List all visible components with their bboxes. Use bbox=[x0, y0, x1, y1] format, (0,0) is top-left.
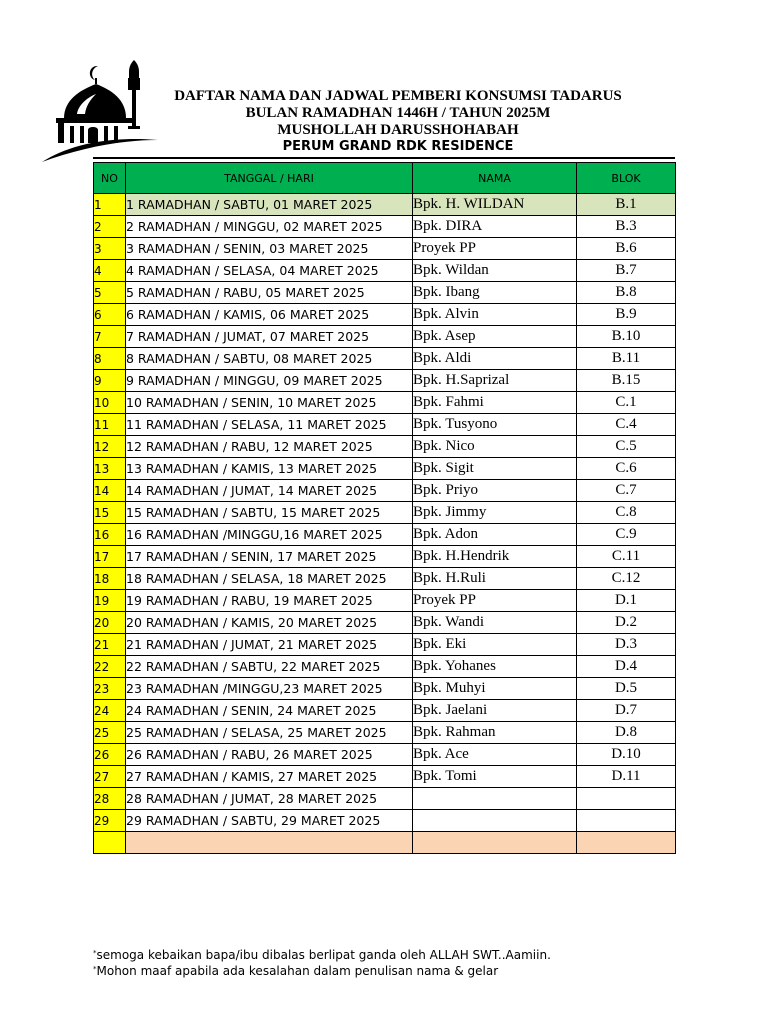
footnote-apology-text: Mohon maaf apabila ada kesalahan dalam penulisan nama & gelar bbox=[96, 964, 499, 978]
cell-blok: C.6 bbox=[577, 458, 676, 480]
cell-tanggal: 24 RAMADHAN / SENIN, 24 MARET 2025 bbox=[126, 700, 413, 722]
cell-no: 14 bbox=[94, 480, 126, 502]
cell-nama: Bpk. Tomi bbox=[413, 766, 577, 788]
cell-blok: C.7 bbox=[577, 480, 676, 502]
table-row bbox=[94, 722, 676, 744]
table-row bbox=[94, 810, 676, 832]
cell-tanggal: 5 RAMADHAN / RABU, 05 MARET 2025 bbox=[126, 282, 413, 304]
cell-no bbox=[94, 832, 126, 854]
cell-no: 26 bbox=[94, 744, 126, 766]
cell-blok: C.9 bbox=[577, 524, 676, 546]
cell-no: 17 bbox=[94, 546, 126, 568]
cell-no: 10 bbox=[94, 392, 126, 414]
table-row bbox=[94, 370, 676, 392]
cell-blok: C.5 bbox=[577, 436, 676, 458]
footnote-prayer bbox=[93, 948, 551, 962]
document-subtitle-location: PERUM GRAND RDK RESIDENCE bbox=[282, 139, 514, 154]
table-header-row bbox=[94, 163, 676, 194]
cell-no: 3 bbox=[94, 238, 126, 260]
cell-no: 16 bbox=[94, 524, 126, 546]
cell-tanggal: 7 RAMADHAN / JUMAT, 07 MARET 2025 bbox=[126, 326, 413, 348]
table-row bbox=[94, 568, 676, 590]
cell-nama: Bpk. H.Hendrik bbox=[413, 546, 577, 568]
cell-tanggal: 19 RAMADHAN / RABU, 19 MARET 2025 bbox=[126, 590, 413, 612]
cell-blok: B.1 bbox=[577, 194, 676, 216]
column-header-blok: BLOK bbox=[577, 163, 676, 194]
cell-tanggal: 22 RAMADHAN / SABTU, 22 MARET 2025 bbox=[126, 656, 413, 678]
cell-no: 28 bbox=[94, 788, 126, 810]
cell-tanggal: 11 RAMADHAN / SELASA, 11 MARET 2025 bbox=[126, 414, 413, 436]
cell-no: 18 bbox=[94, 568, 126, 590]
cell-nama: Bpk. H.Saprizal bbox=[413, 370, 577, 392]
cell-no: 12 bbox=[94, 436, 126, 458]
cell-nama: Bpk. Sigit bbox=[413, 458, 577, 480]
cell-nama: Bpk. Aldi bbox=[413, 348, 577, 370]
cell-blok: D.2 bbox=[577, 612, 676, 634]
cell-tanggal: 23 RAMADHAN /MINGGU,23 MARET 2025 bbox=[126, 678, 413, 700]
footnote-prayer-text: semoga kebaikan bapa/ibu dibalas berlipat ganda oleh ALLAH SWT..Aamiin. bbox=[96, 948, 551, 962]
cell-blok bbox=[577, 788, 676, 810]
cell-tanggal: 27 RAMADHAN / KAMIS, 27 MARET 2025 bbox=[126, 766, 413, 788]
table-row bbox=[94, 238, 676, 260]
table-row bbox=[94, 590, 676, 612]
cell-no: 15 bbox=[94, 502, 126, 524]
cell-blok: D.5 bbox=[577, 678, 676, 700]
cell-nama: Bpk. Adon bbox=[413, 524, 577, 546]
table-row bbox=[94, 458, 676, 480]
cell-nama: Bpk. Rahman bbox=[413, 722, 577, 744]
table-row bbox=[94, 700, 676, 722]
document-subtitle-mosque: MUSHOLLAH DARUSSHOHABAH bbox=[277, 122, 519, 138]
cell-tanggal: 17 RAMADHAN / SENIN, 17 MARET 2025 bbox=[126, 546, 413, 568]
table-row bbox=[94, 832, 676, 854]
table-row bbox=[94, 634, 676, 656]
cell-blok: B.15 bbox=[577, 370, 676, 392]
cell-tanggal: 12 RAMADHAN / RABU, 12 MARET 2025 bbox=[126, 436, 413, 458]
cell-blok: D.4 bbox=[577, 656, 676, 678]
cell-tanggal: 29 RAMADHAN / SABTU, 29 MARET 2025 bbox=[126, 810, 413, 832]
cell-nama: Bpk. DIRA bbox=[413, 216, 577, 238]
cell-no: 20 bbox=[94, 612, 126, 634]
cell-tanggal: 1 RAMADHAN / SABTU, 01 MARET 2025 bbox=[126, 194, 413, 216]
table-row bbox=[94, 788, 676, 810]
table-row bbox=[94, 348, 676, 370]
cell-no: 6 bbox=[94, 304, 126, 326]
cell-blok: B.3 bbox=[577, 216, 676, 238]
cell-tanggal: 9 RAMADHAN / MINGGU, 09 MARET 2025 bbox=[126, 370, 413, 392]
cell-nama: Bpk. H.Ruli bbox=[413, 568, 577, 590]
cell-blok: D.7 bbox=[577, 700, 676, 722]
cell-nama bbox=[413, 832, 577, 854]
cell-blok: C.1 bbox=[577, 392, 676, 414]
cell-tanggal: 21 RAMADHAN / JUMAT, 21 MARET 2025 bbox=[126, 634, 413, 656]
cell-no: 2 bbox=[94, 216, 126, 238]
cell-nama: Bpk. Wildan bbox=[413, 260, 577, 282]
table-row bbox=[94, 546, 676, 568]
column-header-tanggal: TANGGAL / HARI bbox=[126, 163, 413, 194]
cell-tanggal: 4 RAMADHAN / SELASA, 04 MARET 2025 bbox=[126, 260, 413, 282]
header-divider bbox=[93, 157, 675, 159]
cell-blok: D.1 bbox=[577, 590, 676, 612]
cell-nama: Bpk. Fahmi bbox=[413, 392, 577, 414]
cell-blok: D.3 bbox=[577, 634, 676, 656]
cell-blok: D.11 bbox=[577, 766, 676, 788]
footnote-marker: * bbox=[93, 949, 97, 957]
cell-blok: C.8 bbox=[577, 502, 676, 524]
column-header-no: NO bbox=[94, 163, 126, 194]
cell-tanggal: 25 RAMADHAN / SELASA, 25 MARET 2025 bbox=[126, 722, 413, 744]
cell-nama: Bpk. H. WILDAN bbox=[413, 194, 577, 216]
cell-tanggal: 13 RAMADHAN / KAMIS, 13 MARET 2025 bbox=[126, 458, 413, 480]
cell-blok: B.7 bbox=[577, 260, 676, 282]
cell-blok: C.11 bbox=[577, 546, 676, 568]
column-header-nama: NAMA bbox=[413, 163, 577, 194]
cell-nama: Proyek PP bbox=[413, 238, 577, 260]
cell-no: 24 bbox=[94, 700, 126, 722]
footnote-apology bbox=[93, 964, 498, 978]
cell-blok: B.10 bbox=[577, 326, 676, 348]
document-subtitle-period: BULAN RAMADHAN 1446H / TAHUN 2025M bbox=[245, 105, 551, 121]
table-row bbox=[94, 260, 676, 282]
table-row bbox=[94, 744, 676, 766]
table-row bbox=[94, 678, 676, 700]
cell-nama: Bpk. Ace bbox=[413, 744, 577, 766]
cell-no: 13 bbox=[94, 458, 126, 480]
cell-nama: Bpk. Yohanes bbox=[413, 656, 577, 678]
cell-nama: Bpk. Jaelani bbox=[413, 700, 577, 722]
cell-tanggal: 2 RAMADHAN / MINGGU, 02 MARET 2025 bbox=[126, 216, 413, 238]
cell-blok: B.8 bbox=[577, 282, 676, 304]
cell-tanggal: 20 RAMADHAN / KAMIS, 20 MARET 2025 bbox=[126, 612, 413, 634]
cell-tanggal: 16 RAMADHAN /MINGGU,16 MARET 2025 bbox=[126, 524, 413, 546]
cell-tanggal: 28 RAMADHAN / JUMAT, 28 MARET 2025 bbox=[126, 788, 413, 810]
table-row bbox=[94, 766, 676, 788]
cell-no: 22 bbox=[94, 656, 126, 678]
cell-nama: Bpk. Nico bbox=[413, 436, 577, 458]
cell-no: 27 bbox=[94, 766, 126, 788]
cell-blok: B.6 bbox=[577, 238, 676, 260]
cell-nama: Proyek PP bbox=[413, 590, 577, 612]
cell-tanggal: 10 RAMADHAN / SENIN, 10 MARET 2025 bbox=[126, 392, 413, 414]
cell-tanggal: 15 RAMADHAN / SABTU, 15 MARET 2025 bbox=[126, 502, 413, 524]
table-row bbox=[94, 194, 676, 216]
cell-no: 5 bbox=[94, 282, 126, 304]
cell-tanggal: 3 RAMADHAN / SENIN, 03 MARET 2025 bbox=[126, 238, 413, 260]
cell-nama: Bpk. Tusyono bbox=[413, 414, 577, 436]
cell-blok: B.11 bbox=[577, 348, 676, 370]
table-row bbox=[94, 304, 676, 326]
table-row bbox=[94, 282, 676, 304]
cell-no: 8 bbox=[94, 348, 126, 370]
cell-blok bbox=[577, 832, 676, 854]
cell-nama: Bpk. Asep bbox=[413, 326, 577, 348]
cell-tanggal: 26 RAMADHAN / RABU, 26 MARET 2025 bbox=[126, 744, 413, 766]
cell-tanggal: 14 RAMADHAN / JUMAT, 14 MARET 2025 bbox=[126, 480, 413, 502]
cell-nama: Bpk. Muhyi bbox=[413, 678, 577, 700]
cell-no: 21 bbox=[94, 634, 126, 656]
cell-no: 23 bbox=[94, 678, 126, 700]
cell-blok: C.12 bbox=[577, 568, 676, 590]
cell-tanggal: 6 RAMADHAN / KAMIS, 06 MARET 2025 bbox=[126, 304, 413, 326]
cell-blok: C.4 bbox=[577, 414, 676, 436]
table-row bbox=[94, 326, 676, 348]
cell-nama bbox=[413, 788, 577, 810]
table-row bbox=[94, 502, 676, 524]
cell-nama: Bpk. Wandi bbox=[413, 612, 577, 634]
cell-blok: B.9 bbox=[577, 304, 676, 326]
table-row bbox=[94, 392, 676, 414]
cell-blok: D.8 bbox=[577, 722, 676, 744]
table-row bbox=[94, 612, 676, 634]
cell-no: 9 bbox=[94, 370, 126, 392]
cell-no: 11 bbox=[94, 414, 126, 436]
cell-no: 25 bbox=[94, 722, 126, 744]
cell-blok: D.10 bbox=[577, 744, 676, 766]
schedule-table bbox=[93, 162, 676, 854]
table-row bbox=[94, 216, 676, 238]
cell-nama bbox=[413, 810, 577, 832]
document-title: DAFTAR NAMA DAN JADWAL PEMBERI KONSUMSI TADARUS bbox=[174, 88, 622, 104]
cell-tanggal: 18 RAMADHAN / SELASA, 18 MARET 2025 bbox=[126, 568, 413, 590]
cell-blok bbox=[577, 810, 676, 832]
table-row bbox=[94, 436, 676, 458]
cell-nama: Bpk. Eki bbox=[413, 634, 577, 656]
cell-nama: Bpk. Alvin bbox=[413, 304, 577, 326]
cell-no: 4 bbox=[94, 260, 126, 282]
cell-no: 19 bbox=[94, 590, 126, 612]
table-row bbox=[94, 656, 676, 678]
table-row bbox=[94, 480, 676, 502]
cell-tanggal: 8 RAMADHAN / SABTU, 08 MARET 2025 bbox=[126, 348, 413, 370]
cell-no: 29 bbox=[94, 810, 126, 832]
cell-nama: Bpk. Priyo bbox=[413, 480, 577, 502]
cell-no: 7 bbox=[94, 326, 126, 348]
cell-tanggal bbox=[126, 832, 413, 854]
footnote-marker: * bbox=[93, 965, 97, 973]
table-row bbox=[94, 524, 676, 546]
cell-no: 1 bbox=[94, 194, 126, 216]
cell-nama: Bpk. Ibang bbox=[413, 282, 577, 304]
table-row bbox=[94, 414, 676, 436]
cell-nama: Bpk. Jimmy bbox=[413, 502, 577, 524]
